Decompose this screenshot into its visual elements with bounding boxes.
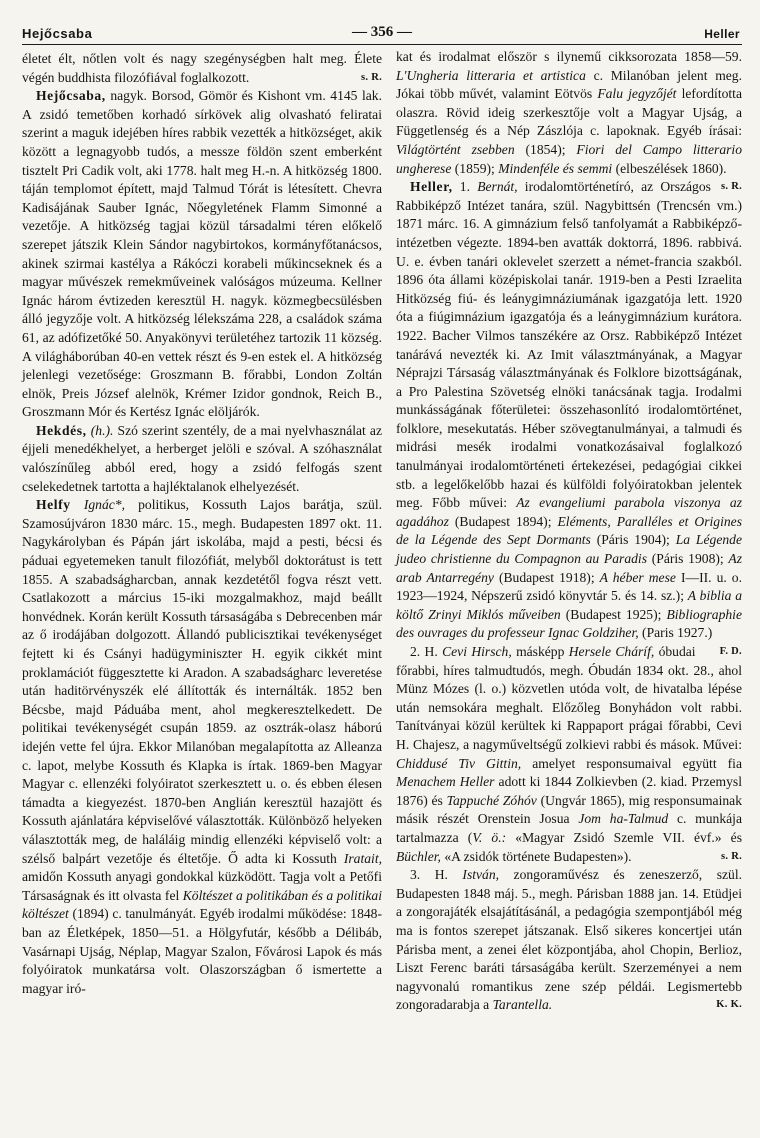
text-run: óbudai főrabbi, híres talmudtudós, megh. Óbudán 1834 okt. 28., ahol Münz Mózes (l. o.) közvetlen utóda volt, de hivatalba lépése után nemsokára meghalt. Előzőleg Bonyhádon volt rabbi. Tanítványai közül kerültek ki Rappaport prágai főrabbi, Cevi H. Chajesz, a nagyműveltségű zolkievi rabbi és mások. Művei:: [396, 644, 742, 752]
italic-text: Falu jegyzőjét: [597, 86, 677, 102]
author-signature: s. R.: [720, 181, 742, 193]
text-run: «A zsidók története Budapesten»).: [440, 848, 632, 864]
text-run: (1894) c. tanulmányát. Egyéb irodalmi működése: 1848-ban az Életképek, 1850—51. a Hölgyfutár, később a Délibáb, Vasárnapi Ujság, Néplap, Magyar Szalon, Fővárosi Lapok és más folyóiratok munkatársa volt. Olaszországban ő ismertette a magyar iró-: [22, 906, 382, 996]
italic-text: Jom ha-Talmud: [578, 811, 669, 827]
italic-text: Büchler,: [396, 848, 441, 864]
author-signature: K. K.: [716, 999, 742, 1011]
running-head-first-entry: Hejőcsaba: [22, 26, 93, 41]
italic-text: Mindenféle és semmi: [498, 160, 613, 176]
text-run: (Budapest 1894);: [448, 513, 558, 529]
text-run: c. Milanóban jelent meg. Jókai több művét, valamint Eötvös: [396, 67, 743, 102]
text-run: (Páris 1908);: [647, 551, 729, 567]
italic-text: Menachem Heller: [396, 774, 495, 790]
text-run: irodalomtörténetíró, az Országos Rabbiképző Intézet tanára, szül. Nagybittsén (Trencsén vm.) 1871 márc. 16. A gimnázium felső tanfolyamát a Rabbiképző-intézetben végezte. 1894-ben avatták doktorrá, 1896. rabbivá. U. e. évben tanári oklevelet szerzett a német-francia szakból. 1896 óta állami középiskolai tanár. 1919-ben a Pesti Izraelita Hitközség fiú- és leánygimnáziumának igazgatója lett. 1920 óta a fiúgimnázium igazgatója és a leánygimnázium kurátora. 1922. Bacher Vilmos tanszékére az Orsz. Rabbiképző Intézet tanárává nevezték ki. Az Imit választmányának, a Magyar Néprajzi Társaság választmányának és Folklore bizottságának, a Pro Palestina Szövetség elnöki tanácsának tagja. Irodalmi munkásságának főterületei: összehasonlító irodalomtörténet, folklore, mesekutatás. Héber szövegtanulmányai, a talmudi és midrási mesék irodalmi vonatkozásaival foglalkozó tanulmányai irodalomtörténeti értekezései, pedagógiai cikkei stb. a legelőkelőbb hazai és külföldi folyóiratokban jelentek meg. Főbb művei:: [396, 179, 742, 511]
italic-text: V. ö.:: [472, 829, 507, 845]
text-run: I—II. u. o. 1923—1924, Népszerű zsidó könyvtár 5. és 14. sz.);: [396, 569, 742, 604]
text-run: c. munkája tartalmazza (: [396, 811, 742, 845]
text-run: (Páris 1904);: [590, 532, 676, 548]
italic-text: (h.).: [86, 422, 114, 438]
text-run: (Paris 1927.): [638, 625, 713, 641]
italic-text: Eléments, Paralléles et Origines de la Légende des Sept Dormants: [396, 513, 742, 548]
italic-text: Hersele Cháríf,: [568, 644, 655, 659]
italic-text: A biblia a költő Zrinyi Miklós műveiben: [396, 588, 743, 622]
italic-text: Iratait,: [343, 850, 382, 866]
entry-paragraph: [22, 87, 382, 422]
page-number: — 356 —: [352, 24, 412, 40]
running-head-last-entry: Heller: [704, 27, 740, 41]
italic-text: La Légende judeo christienne du Compagnon au Paradis: [396, 532, 742, 567]
text-run: «Magyar Zsidó Szemle VII. évf.» és: [506, 829, 742, 845]
text-run: zongoraművész és zeneszerző, szül. Budapesten 1848 máj. 5., megh. Párisban 1888 jan. 14. Etüdjei a zongorajáték elsajátításánál, a pedagógia szempontjából még ma is fontos szerepet játszanak. Első sikeres koncertjei után Párisba ment, a zenei élet központjába, ahol Chopin, Berlioz, Liszt Ferenc baráti társaságába került. Szerzeményei a nem nagyvonalú romantikus zene szép példái. Legismertebb zongoradarabja a: [396, 867, 742, 1013]
italic-text: Chiddusé Tiv Gittin,: [396, 755, 522, 771]
text-run: lefordította olaszra. Rövid ideig szerkesztője volt a Magyar Ujság, a Függetlenség és a Nép Zászlója c. lapoknak. Egyéb írásai:: [396, 86, 742, 139]
text-run: adott ki 1844 Zolkievben (2. kiad. Przemysl 1876) és: [396, 774, 742, 808]
italic-text: Tappuché Zóhóv: [446, 792, 537, 808]
italic-text: Ignác*,: [70, 497, 125, 513]
italic-text: Fiori del Campo litterario ungherese: [396, 141, 742, 176]
text-run: politikus, Kossuth Lajos barátja, szül. Szamosújváron 1830 márc. 15., megh. Budapesten 1897 okt. 11. Nagykárolyban és Pápán járt iskolába, majd a pesti, bécsi és páduai egyetemeken tanult filozófiát, melyből doktorátust is tett 1855. A szabadságharcban, annak kezdetétől fogva részt vett. Csatlakozott a március 15-iki mozgalmakhoz, majd beállt honvédnek. Korán került Kossuth társaságába s Debrecenben már az ő irodájában dolgozott. Állandó publicisztikai tevékenységet fejtett ki és Csányi hadügyminiszter H. egyik cikkét mint proklamációt függesztette ki Aradon. A szabadságharc leveretése után haditörvényszék elé állították és internálták. 1852 ben Bécsbe, majd Páduába ment, ahol megkeresztelkedett. De politikai tevékenységét csupán 1859. az osztrák-olasz háború idején vette fel újra. Ekkor Milanóban megalapította az Alleanza c. lapot, melybe Kossuth és Klapka is írtak. 1869-ben Magyar Magyar c. ellenzéki folyóiratot szerkesztett u. o. és ebben élesen támadta a kiegyezést. 1870-ben Anglián keresztül hazajött és Kossuth ajánlatára képviselővé választották. Különböző helyeken választották meg, de haláláig mindig ellenzéki képviselő volt: a szélső balpárt vezetője és éltetője. Ő adta ki Kossuth: [22, 497, 382, 866]
italic-text: Tarantella.: [492, 997, 553, 1013]
text-run: amelyet responsumaival együtt fia: [521, 755, 742, 771]
entry-headword: Heller,: [410, 179, 453, 195]
author-signature: s. R.: [360, 71, 382, 83]
entry-paragraph: [396, 643, 742, 866]
author-signature: s. R.: [720, 850, 742, 862]
text-run: 3. H.: [410, 867, 463, 883]
text-run: (elbeszélések 1860).: [612, 160, 727, 176]
text-run: 1.: [452, 179, 478, 195]
entry-paragraph: [396, 866, 742, 1015]
entry-paragraph: [22, 496, 382, 998]
entry-headword: Hejőcsaba,: [36, 88, 106, 104]
entry-headword: Hekdés,: [36, 422, 87, 438]
entry-paragraph: [22, 422, 382, 496]
text-run: (1859);: [451, 160, 499, 176]
left-text-column: [22, 50, 382, 998]
text-run: kat és irodalmat először s ilynemű cikksorozata 1858—59.: [396, 49, 742, 64]
text-run: másképp: [511, 644, 569, 659]
text-run: Szó szerint szentély, de a mai nyelvhasználat az éjjeli menedékhelyet, a herberget jelöli e szóval. A szóhasználat valószínűleg abból ered, hogy a zsidó felfogás szent cselekedetnek tartotta a hajléktalanok elhelyezését.: [22, 422, 382, 494]
text-run: életet élt, nőtlen volt és nagy szegénységben halt meg. Élete végén buddhista filozófiával foglalkozott.: [22, 51, 382, 85]
italic-text: Az arab Antarregény: [396, 551, 743, 585]
italic-text: Bibliographie des ouvrages du professeur Ignac Goldziher,: [396, 606, 742, 641]
text-run: (Budapest 1918);: [493, 569, 600, 585]
entry-headword: Helfy: [36, 497, 71, 513]
italic-text: Cevi Hirsch,: [442, 644, 512, 659]
text-run: nagyk. Borsod, Gömör és Kishont vm. 4145 lak. A zsidó temetőben korhadó sírkövek alig olvasható feliratai szerint a maguk idejében híres rabbik vezették a hitközséget, akik között a legnagyobb tudós, a messze földön szent emberként tisztelt Pri Cadik volt, aki 1778. halt meg H.-n. A hitközség 1800. táján templomot épített, majd Talmud Tórát is létesített. Chevra Kadisájának Sauber Ignác, Nőegyletének Flamm Simonné a vezetője. A hitközség tagjai közül társadalmi téren előkelő szerepet játszik Klein Sándor nagybirtokos, kormányfőtanácsos, akinek szirmai kastélya a Rákóczi korabeli műkincseknek és a magyar művészek remekműveinek valóságos múzeuma. Kellner Ignác három évtizeden keresztül H. nagyk. közmegbecsülésben álló jegyzője volt. A hitközség lélekszáma 228, a családok száma 61, az adófizetőké 50. Anyakönyvi területéhez tartozik 11 község. A világháborúban 40-en vettek részt és 9-en estek el. A hitközség jelenlegi vezetősége: Groszmann B. főrabbi, London Zoltán elnök, Preis József alelnök, Krémer Izidor gondnok, Reich B., Groszmann Mór és Kertész Ignác elöljárók.: [22, 88, 382, 420]
page-header: [22, 24, 742, 45]
text-run: (Ungvár 1865), mig responsumainak másik részét Orenstein Josua: [396, 792, 742, 827]
continued-paragraph: [22, 50, 382, 87]
text-run: amidőn Kossuth anyagi gondokkal küzködött. Tagja volt a Petőfi Társaságnak és itt olvasta fel: [22, 869, 382, 903]
italic-text: Költészet a politikában és a politikai költészet: [22, 887, 382, 922]
text-run: 2. H.: [410, 644, 443, 659]
italic-text: Az evangeliumi parabola viszonya az agadához: [396, 495, 742, 529]
italic-text: A héber mese: [599, 569, 676, 585]
italic-text: Bernát,: [477, 179, 518, 195]
italic-text: Világtörtént zsebben: [396, 141, 515, 157]
text-run: (1854);: [514, 141, 577, 157]
author-signature: F. D.: [719, 646, 742, 657]
italic-text: L'Ungheria litteraria et artistica: [396, 67, 586, 83]
italic-text: István,: [462, 867, 500, 883]
text-run: (Budapest 1925);: [560, 606, 667, 622]
right-text-column: [396, 48, 742, 1015]
